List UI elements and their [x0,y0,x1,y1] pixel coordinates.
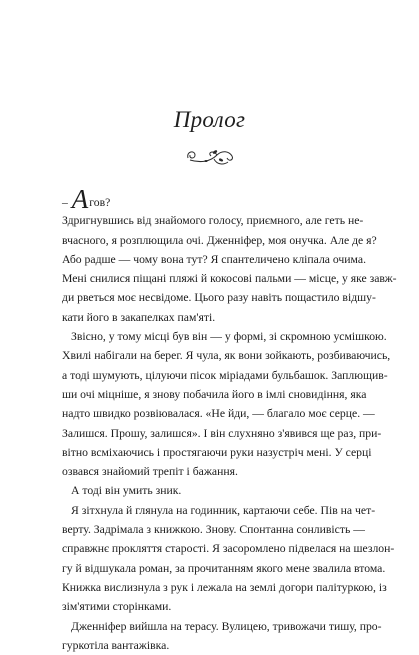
text-line: гуркотіла вантажівка. [62,638,170,652]
first-word-rest: гов? [89,196,111,209]
text-line: А тоді він умить зник. [71,484,182,498]
text-lines [62,211,397,655]
text-line: вітно всміхаючись і простягаючи руки назустріч мені. У серці [62,445,372,459]
text-line: надто швидко розвіювалася. «Не йди, — благало моє серце. — [62,407,375,421]
drop-cap: А [71,184,89,214]
swirl-flourish-icon [184,143,236,169]
text-line [62,184,358,214]
text-line: зім'ятими сторінками. [62,600,172,614]
prologue-text [62,184,397,655]
chapter-title: Пролог [173,107,246,132]
text-line: верту. Задрімала з книжкою. Знову. Спонтанна сонливість — [62,523,365,537]
text-line: Хвилі набігали на берег. Я чула, як вони зойкають, розбиваючись, [62,349,391,363]
dialogue-dash: – [62,196,68,209]
text-line: кати його в закапелках пам'яті. [62,310,216,324]
text-line: Здригнувшись від знайомого голосу, приємного, але геть не- [62,214,364,228]
text-line: а тоді шумують, цілуючи пісок міріадами бульбашок. Заплющив- [62,368,388,382]
text-line: Мені снилися піщані пляжі й кокосові пальми — місце, у яке завж- [62,272,397,286]
text-line: Дженніфер вийшла на терасу. Вулицею, тривожачи тишу, про- [71,619,382,633]
text-line: озвався знайомий трепіт і бажання. [62,465,238,479]
text-line: Я зітхнула й глянула на годинник, картаючи себе. Пів на чет- [71,503,376,517]
text-line: ди рветься моє несвідоме. Цього разу навіть пощастило відшу- [62,291,376,305]
text-line: Залишся. Прошу, залишся». І він слухняно з'явився ще раз, при- [62,426,382,440]
text-line: вчасного, я розплющила очі. Дженніфер, моя онучка. Але де я? [62,233,377,247]
text-line: гу й відшукала роман, за прочитанням якого мене звалила втома. [62,561,386,575]
text-line: Або радше — чому вона тут? Я спантеличено кліпала очима. [62,252,366,266]
text-line: Звісно, у тому місці був він — у формі, зі скромною усмішкою. [71,330,387,344]
text-line: ши очі міцніше, я знову побачила його в імлі сновидіння, яка [62,387,367,401]
text-line: Книжка вислизнула з рук і лежала на землі догори палітуркою, із [62,580,387,594]
text-line: справжнє прокляття старості. Я засоромлено підвелася на шезлон- [62,542,395,556]
